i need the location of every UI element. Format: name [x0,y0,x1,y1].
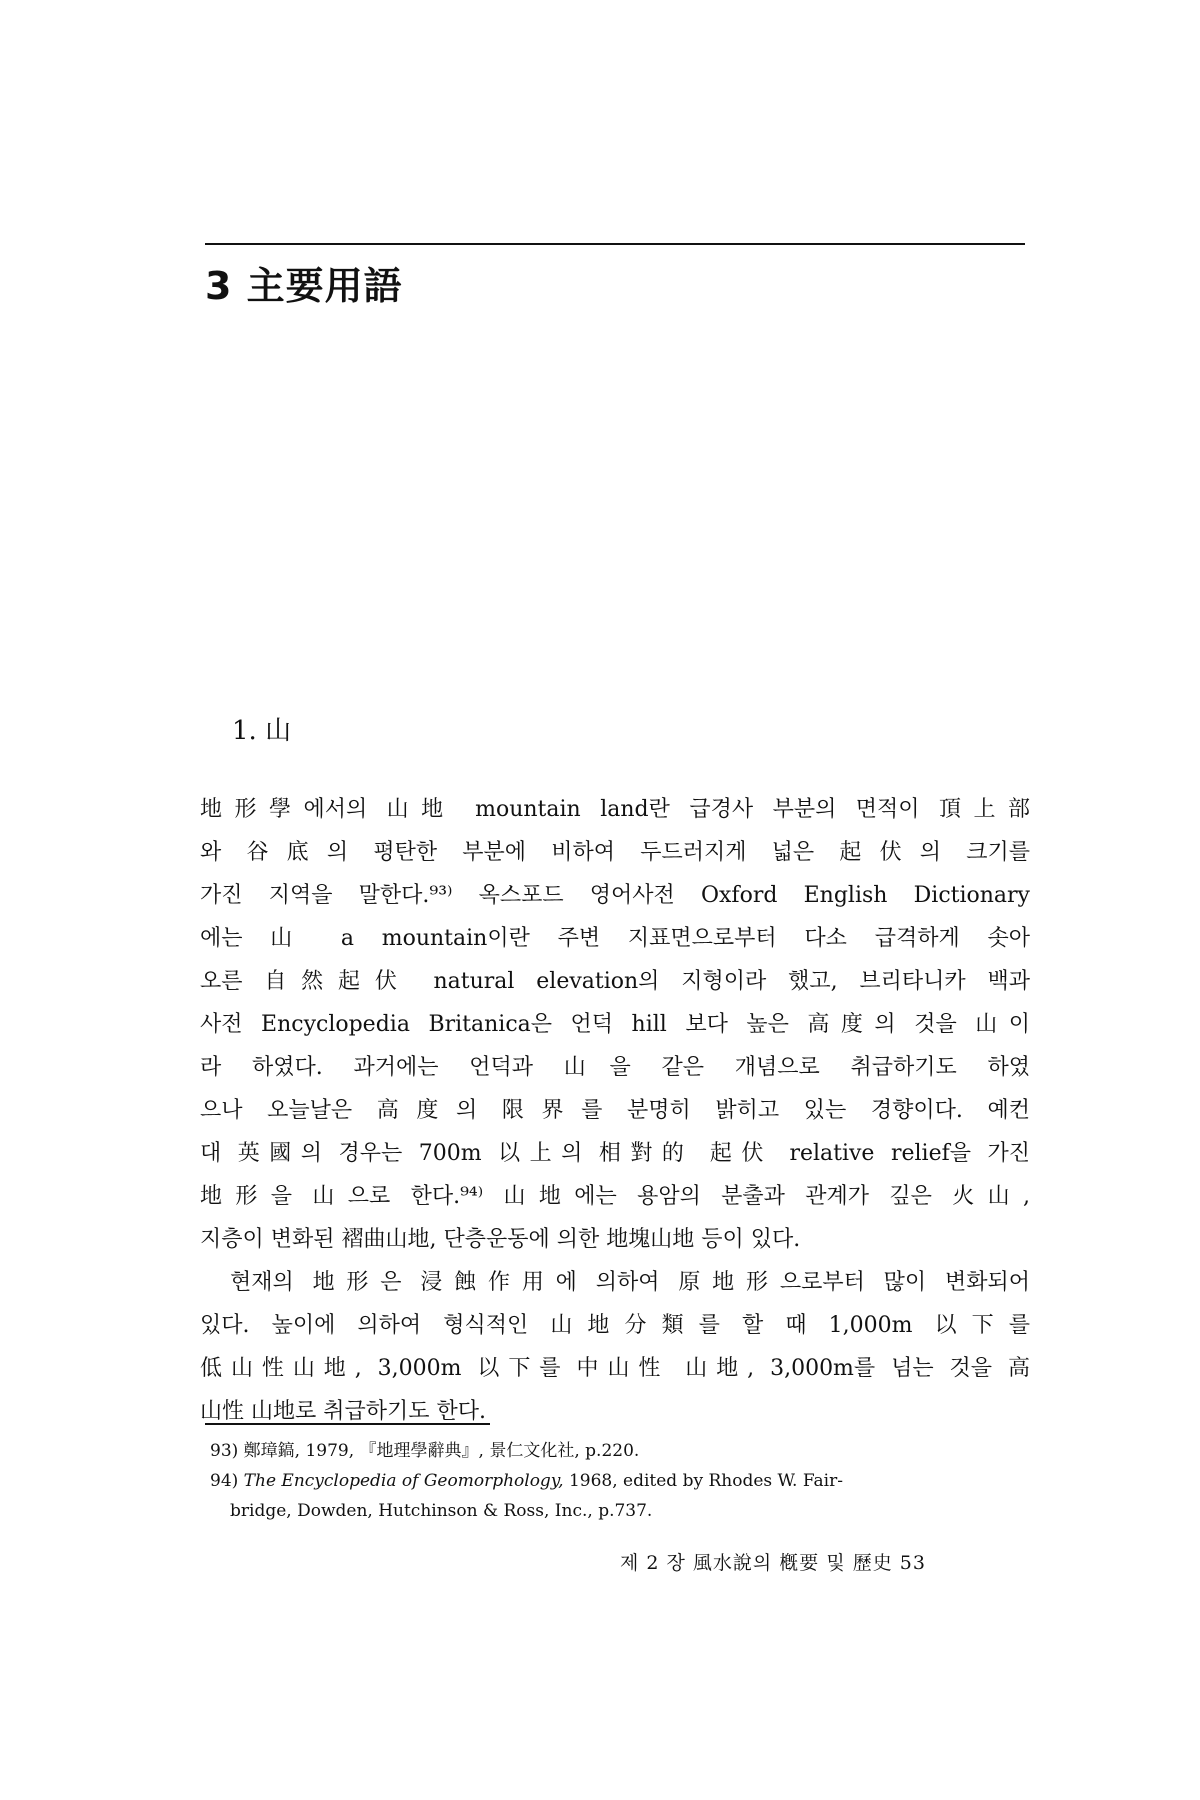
section-title: 1. 山 [232,716,292,746]
footnote-94-title: The Encyclopedia of Geomorphology, [243,1471,564,1491]
footnote-94-continuation: bridge, Dowden, Hutchinson & Ross, Inc., p.737. [230,1501,653,1521]
body-line: 地形學에서의 山地 mountain land란 급경사 부분의 면적이 頂上部 [200,797,1030,822]
body-line: 사전 Encyclopedia Britanica은 언덕 hill 보다 높은 高度의 것을 山이 [200,1012,1030,1037]
body-line: 와 谷底의 평탄한 부분에 비하여 두드러지게 넓은 起伏의 크기를 [200,840,1030,865]
body-line: 오른 自然起伏 natural elevation의 지형이라 했고, 브리타니카 백과 [200,969,1030,994]
footnotes [210,1436,1030,1526]
body-line: 현재의 地形은 浸蝕作用에 의하여 原地形으로부터 많이 변화되어 [230,1270,1030,1295]
body-line: 대 英國의 경우는 700m 以上의 相對的 起伏 relative relief을 가진 [200,1141,1030,1166]
body-line: 있다. 높이에 의하여 형식적인 山地分類를 할 때 1,000m 以下를 [200,1313,1030,1338]
footnote-93: 93) 鄭璋鎬, 1979, 『地理學辭典』, 景仁文化社, p.220. [210,1441,640,1461]
body-line: 가진 지역을 말한다.⁹³⁾ 옥스포드 영어사전 Oxford English Dictionary [200,883,1030,908]
running-footer: 제 2 장 風水說의 槪要 및 歷史 53 [620,1552,926,1574]
body-line: 에는 山 a mountain이란 주변 지표면으로부터 다소 급격하게 솟아 [200,926,1030,951]
body-line: 지층이 변화된 褶曲山地, 단층운동에 의한 地塊山地 등이 있다. [200,1227,801,1252]
body-line: 地形을 山으로 한다.⁹⁴⁾ 山地에는 용암의 분출과 관계가 깊은 火山, [200,1184,1030,1209]
chapter-top-rule [205,243,1025,245]
footnote-94-number: 94) [210,1471,244,1491]
body-line: 山性 山地로 취급하기도 한다. [200,1399,486,1424]
footnote-rule [205,1423,490,1425]
footnote-94 [210,1466,1030,1496]
body-line: 으나 오늘날은 高度의 限界를 분명히 밝히고 있는 경향이다. 예컨 [200,1098,1030,1123]
chapter-title: 3 主要用語 [205,264,403,308]
body-line: 低山性山地, 3,000m 以下를 中山性 山地, 3,000m를 넘는 것을 高 [200,1356,1030,1381]
body-line: 라 하였다. 과거에는 언덕과 山을 같은 개념으로 취급하기도 하였 [200,1055,1030,1080]
footnote-94-detail: 1968, edited by Rhodes W. Fair- [563,1471,843,1491]
body-text [200,788,1030,1433]
